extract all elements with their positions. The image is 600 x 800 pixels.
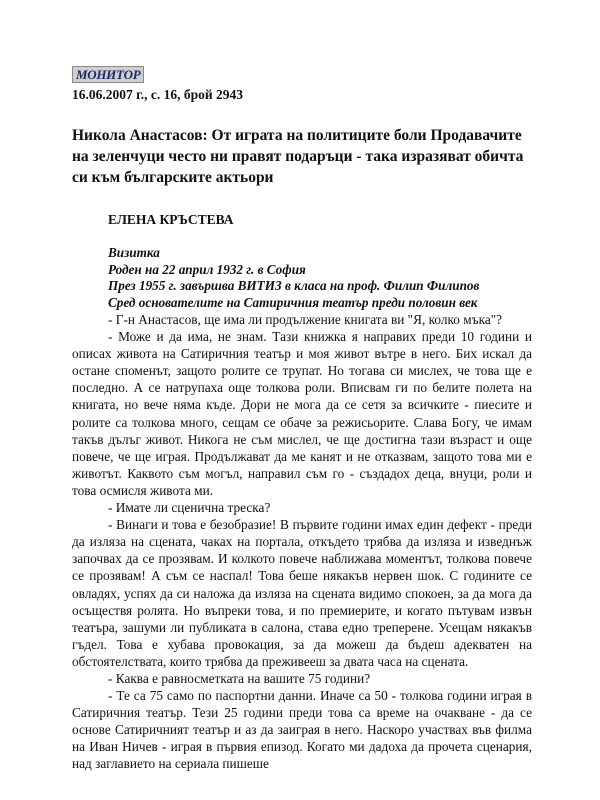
document-page [72, 66, 532, 773]
answer-paragraph: - Може и да има, не знам. Тази книжка я направих преди 10 години и описах живота на Сатиричния театър и моя живот вътре в него. Бих искал да остане споменът, защото ролите се трупат. Но тогава си мислех, че това ще е последно. А се натрупаха още толкова роли. Впиcвам ги по белите полета на книгата, но вече няма къде. Дори не мога да се сетя за всичките - пиесите и ролите са толкова много, сещам се обаче за режисьорите. Слава Богу, че имам такъв дълъг живот. Никога не съм мислел, че ще достигна тази възраст и още повече, че ще играя. Продължават да ме канят и не отказвам, защото това ми е животът. Каквото съм могъл, направил съм го - създадох деца, внуци, роли и това осмисля живота ми. [72, 329, 532, 498]
article-body [72, 311, 532, 773]
bio-line: Роден на 22 април 1932 г. в София [108, 261, 306, 277]
bio-box [108, 245, 532, 311]
bio-heading: Визитка [108, 245, 160, 260]
bio-line: Сред основателите на Сатиричния театър преди половин век [108, 294, 478, 310]
question-paragraph: - Г-н Анастасов, ще има ли продължение книгата ви "Я, колко мъка"? [108, 312, 503, 327]
article-author: ЕЛЕНА КРЪСТЕВА [108, 212, 234, 227]
answer-paragraph: - Те са 75 само по паспортни данни. Иначе са 50 - толкова години играя в Сатиричния театър. Тези 25 години преди това са време на очакване - да се основе Сатиричният театър и аз да заиграя в него. Наскоро участвах във филма на Иван Ничев - играя в първия епизод. Когато ми дадоха да прочета сценария, над заглавието на сериала пишеше [72, 688, 532, 772]
bio-line: През 1955 г. завършва ВИТИЗ в класа на проф. Филип Филипов [108, 278, 480, 293]
question-paragraph: - Каква е равносметката на вашите 75 години? [108, 670, 371, 686]
publication-meta: 16.06.2007 г., с. 16, брой 2943 [72, 87, 244, 102]
question-paragraph: - Имате ли сценична треска? [108, 500, 271, 516]
answer-paragraph: - Винаги и това е безобразие! В първите години имах един дефект - преди да изляза на сцената, чаках на портала, откъдето трябва да изляза и изведнъж започвах да се прозявам. И колкото повече наближава моментът, толкова повече се прозявам! А съм се наспал! Това беше някакъв нервен шок. С годините се овладях, успях да си наложа да изляза на сцената видимо спокоен, за да мога да осъществя ролята. Но въпреки това, и по премиерите, и когато пътувам извън театъра, зашуми ли публиката в салона, става едно треперене. Усещам някакъв гъдел. Това е хубава провокация, за да можеш да бъдеш адекватен на обстоятелствата, които трябва да преживееш за двата часа на сцената. [72, 517, 532, 669]
newspaper-logo: МОНИТОР [72, 66, 144, 83]
article-title: Никола Анастасов: От играта на политиците боли Продавачите на зеленчуци често ни правят подаръци - така изразяват обичта си към българските актьори [72, 127, 524, 186]
